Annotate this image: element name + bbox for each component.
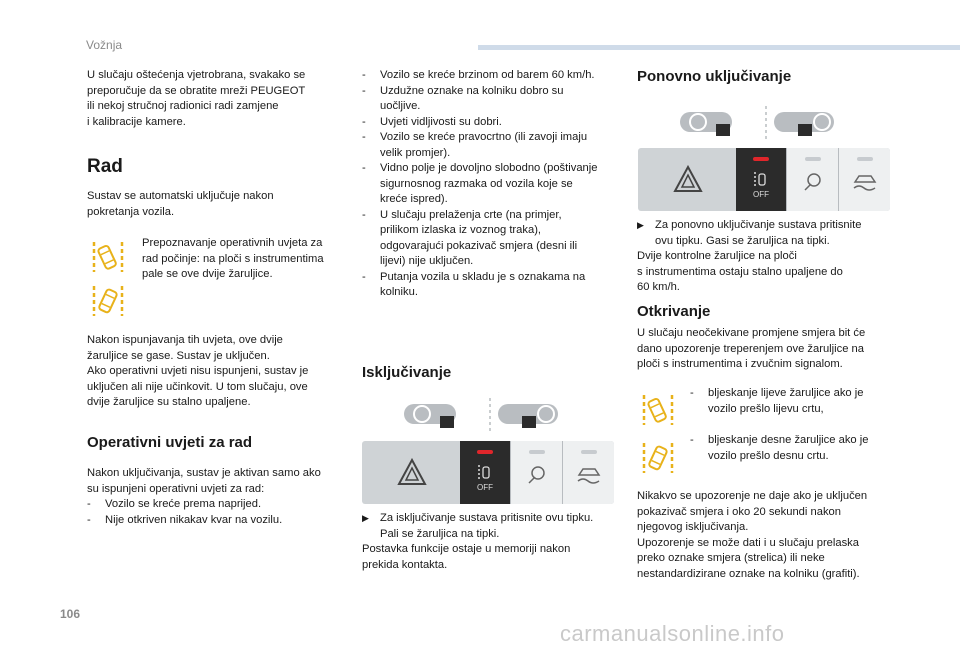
text-line: nestandardizirane oznake na kolniku (grafiti). [637,567,860,580]
list-item: - Putanja vozila u skladu je s oznakama na kolniku. [362,270,622,301]
lane-left-warning-icon [640,389,676,429]
button-panel [638,148,890,211]
lane-assist-off-button[interactable] [736,148,786,211]
text-line: ploči s instrumentima i zvučnim signalom. [637,358,843,370]
hazard-triangle-icon [673,165,703,193]
list-item: - Vidno polje je dovoljno slobodno (poštivanje sigurnosnog razmaka od vozila koje se kreće ispred). [362,161,622,208]
operating-paragraph [87,466,352,528]
deactivation-note [362,511,622,573]
steering-wheel-diagram [398,396,583,434]
text-line: Nakon uključivanja, sustav je aktivan samo ako [87,467,321,479]
list-item: - Vozilo se kreće prema naprijed. [87,497,352,513]
button-led [805,157,821,161]
text-line: U slučaju neočekivane promjene smjera bit će [637,327,866,339]
hazard-triangle-icon [397,458,427,486]
heading-rad: Rad [87,156,123,177]
list-item-text: bljeskanje lijeve žaruljice ako je vozilo prešlo lijevu crtu, [708,387,864,415]
list-item-text: bljeskanje desne žaruljice ako je vozilo prešlo desnu crtu. [708,434,869,462]
text-line: Nikakvo se upozorenje ne daje ako je uključen [637,490,868,502]
list-item: - Uvjeti vidljivosti su dobri. [362,115,622,131]
button-led [477,450,493,454]
list-item-text: Vozilo se kreće brzinom od barem 60 km/h. [380,69,595,81]
text-line: i kalibracije kamere. [87,115,186,128]
detection-right-item [690,433,900,464]
list-item: - bljeskanje desne žaruljice ako je vozilo prešlo desnu crtu. [690,433,900,464]
reactivation-note [637,218,902,296]
button-led [529,450,545,454]
text-line: dvije žaruljice su stalno upaljene. [87,396,251,408]
final-paragraph [637,489,907,582]
heading-operating-conditions: Operativni uvjeti za rad [87,434,253,451]
list-item-text: Vozilo se kreće prema naprijed. [105,498,262,510]
lane-right-warning-icon [90,280,126,320]
text-line: su ispunjeni operativni uvjeti za rad: [87,482,265,495]
park-assist-icon [801,170,825,194]
list-item-text: Uzdužne oznake na kolniku dobro su uočljive. [380,84,564,112]
rad-paragraph [87,189,347,220]
note-item [637,218,902,249]
stability-button[interactable] [562,441,614,504]
list-item: - Nije otkriven nikakav kvar na vozilu. [87,513,352,529]
button-led [857,157,873,161]
text-line: Nakon ispunjavanja tih uvjeta, ove dvije [87,334,283,346]
lane-car-icon [477,464,493,480]
text-line: Sustav se automatski uključuje nakon [87,190,274,202]
button-led [753,157,769,161]
list-item: - Uzdužne oznake na kolniku dobro su uočljive. [362,84,622,115]
text-line: dano upozorenje treperenjem ove žaruljice na [637,342,865,355]
section-label: Vožnja [86,38,123,52]
text-line: 60 km/h. [637,281,680,293]
watermark-link[interactable]: carmanualsonline.info [560,621,785,646]
column-1 [87,68,347,130]
lane-car-icon [753,171,769,187]
text-line: prekida kontakta. [362,558,448,571]
text-line: Dvije kontrolne žaruljice na ploči [637,250,797,262]
note-text: Za isključivanje sustava pritisnite ovu tipku. Pali se žaruljica na tipki. [380,512,594,540]
intro-paragraph [87,68,347,130]
park-assist-icon [525,463,549,487]
text-line: Prepoznavanje operativnih uvjeta za [142,237,323,249]
button-panel [362,441,614,504]
button-led [581,450,597,454]
detection-paragraph [637,326,907,373]
list-item: - Vozilo se kreće brzinom od barem 60 km/h. [362,68,622,84]
park-assist-button[interactable] [786,148,839,211]
text-line: s instrumentima ostaju stalno upaljene do [637,265,843,278]
text-line: U slučaju oštećenja vjetrobrana, svakako se [87,69,306,81]
text-line: pokretanja vozila. [87,205,175,218]
stability-button[interactable] [838,148,890,211]
steering-wheel-diagram [674,104,859,142]
list-item-text: Vozilo se kreće pravocrtno (ili zavoji imaju velik promjer). [380,131,588,159]
text-line: žaruljice se gase. Sustav je uključen. [87,349,270,362]
note-item [362,511,622,542]
detection-left-item [690,386,900,417]
arrow-bullet-icon: ▶ [637,220,644,230]
indicator-paragraph [142,236,352,283]
text-line: Postavka funkcije ostaje u memoriji nakon [362,543,571,555]
list-item-text: Putanja vozila u skladu je s oznakama na kolniku. [380,270,586,298]
off-label: OFF [753,190,769,199]
page-number: 106 [60,607,81,621]
list-item-text: Vidno polje je dovoljno slobodno (poštivanje sigurnosnog razmaka od vozila koje se kreće ispred). [380,162,598,205]
text-line: preporučuje da se obratite mreži PEUGEOT [87,84,306,97]
text-line: njegovog isključivanja. [637,521,749,533]
list-item: - Vozilo se kreće pravocrtno (ili zavoji imaju velik promjer). [362,130,622,161]
heading-reactivation: Ponovno uključivanje [637,68,792,85]
list-item-text: Nije otkriven nikakav kvar na vozilu. [105,513,283,526]
list-item-text: U slučaju prelaženja crte (na primjer, prilikom izlaska iz voznog traka), odgovarajući pokazivač smjera (desni ili lijevi) nije uključen. [380,208,578,267]
list-item: - bljeskanje lijeve žaruljice ako je vozilo prešlo lijevu crtu, [690,386,900,417]
park-assist-button[interactable] [510,441,563,504]
text-line: Upozorenje se može dati i u slučaju prelaska [637,536,860,549]
lane-right-warning-icon [640,437,676,477]
list-item-text: Uvjeti vidljivosti su dobri. [380,115,502,128]
lane-left-warning-icon [90,236,126,276]
text-line: pale se ove dvije žaruljice. [142,268,273,280]
heading-detection: Otkrivanje [637,303,711,320]
off-label: OFF [477,483,493,492]
header-accent-bar [478,45,960,50]
list-item: - U slučaju prelaženja crte (na primjer, prilikom izlaska iz voznog traka), odgovarajući pokazivač smjera (desni ili lijevi) nije uključen. [362,208,622,270]
heading-deactivation: Isključivanje [362,364,452,381]
text-line: rad počinje: na ploči s instrumentima [142,252,324,265]
text-line: preko oznake smjera (strelica) ili neke [637,552,825,564]
skid-car-icon [575,463,603,487]
skid-car-icon [851,170,879,194]
text-line: ili nekoj stručnoj radionici radi zamjene [87,100,279,112]
text-line: pokazivač smjera i oko 20 sekundi nakon [637,505,841,518]
conditions-paragraph [87,333,352,411]
note-text: Za ponovno uključivanje sustava pritisnite ovu tipku. Gasi se žaruljica na tipki. [655,219,862,247]
text-line: Ako operativni uvjeti nisu ispunjeni, sustav je [87,365,309,377]
lane-assist-off-button[interactable] [460,441,510,504]
conditions-list [362,68,622,301]
text-line: uključen ali nije učinkovit. U tom slučaju, ove [87,380,308,393]
arrow-bullet-icon: ▶ [362,513,369,523]
